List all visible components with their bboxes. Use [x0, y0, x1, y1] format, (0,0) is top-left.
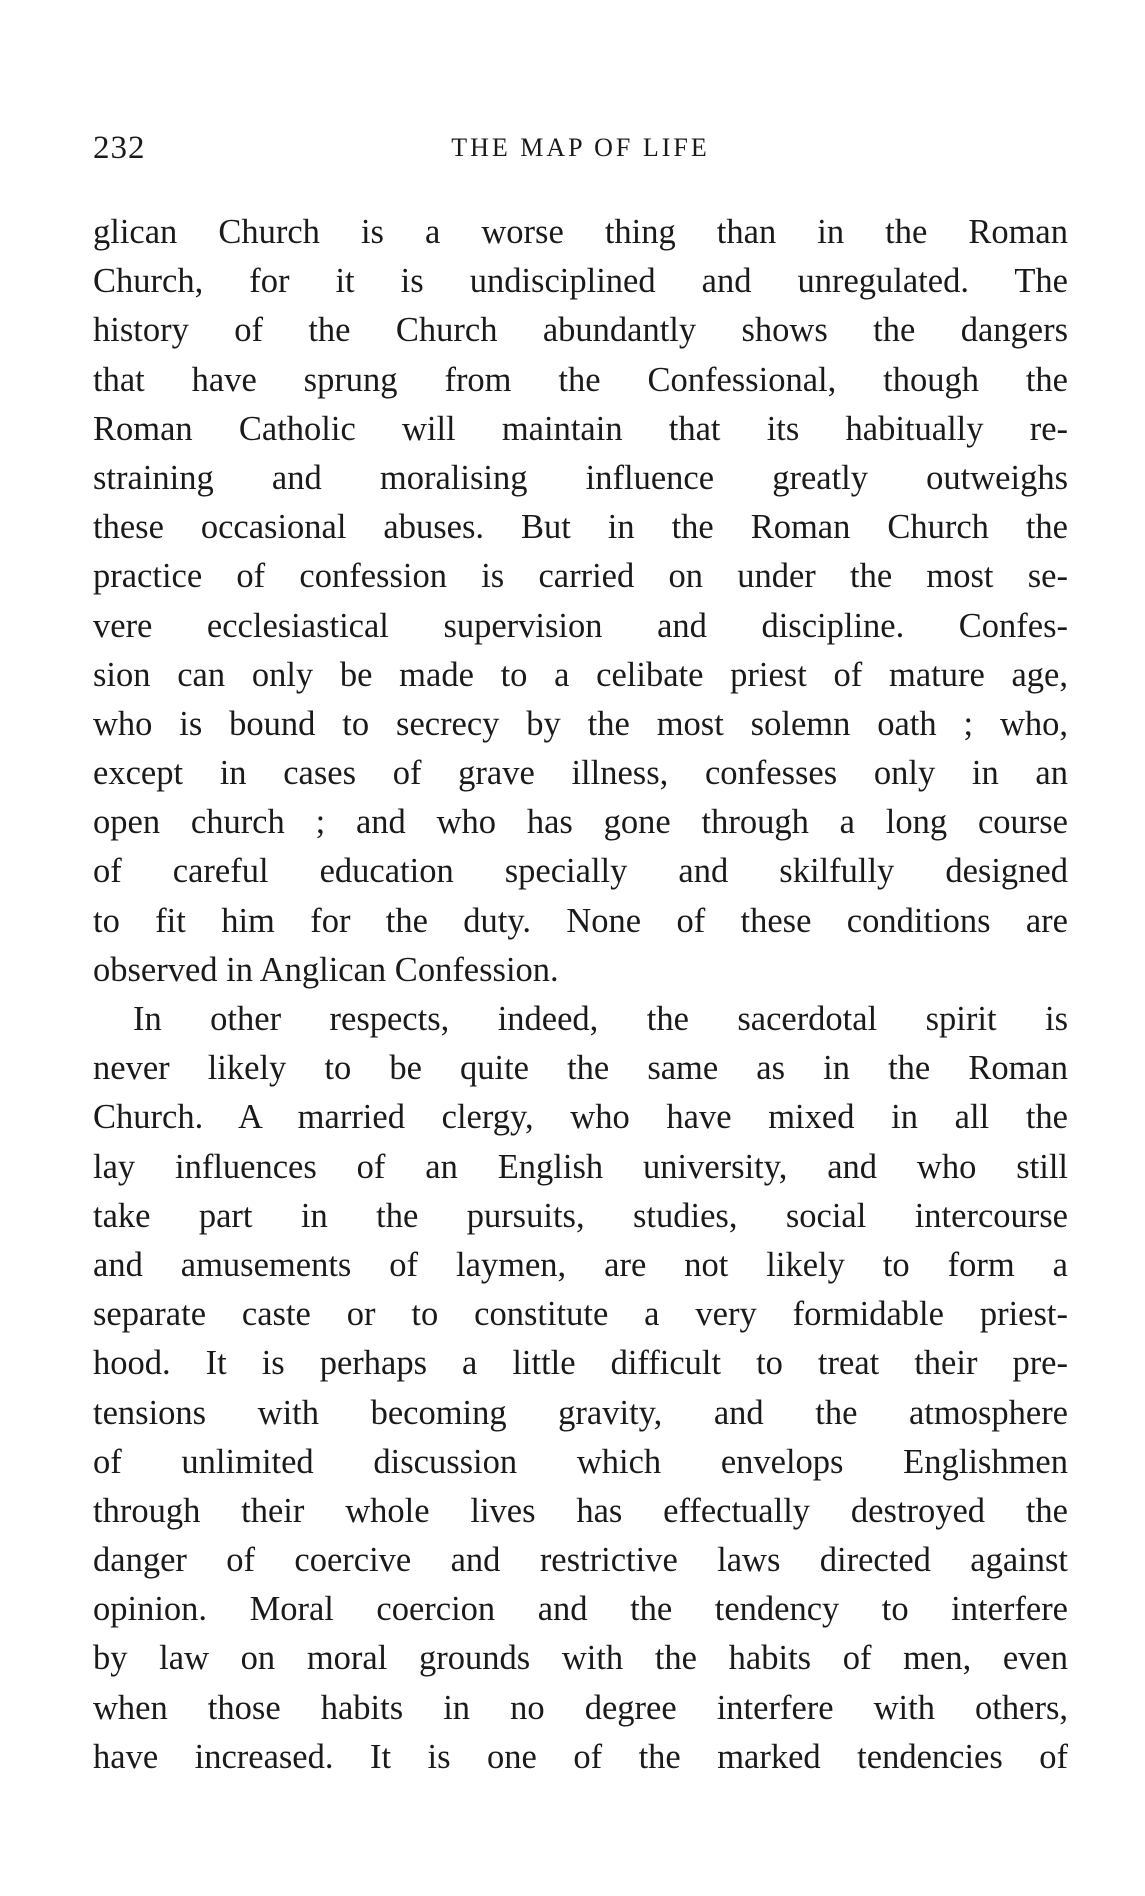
text-line: history of the Church abundantly shows the dangers [93, 311, 1068, 350]
text-line: who is bound to secrecy by the most solemn oath ; who, [93, 704, 1068, 743]
text-line: have increased. It is one of the marked tendencies of [93, 1737, 1068, 1776]
running-title: THE MAP OF LIFE [451, 133, 710, 162]
text-line: danger of coercive and restrictive laws directed against [93, 1541, 1068, 1580]
text-line: hood. It is perhaps a little difficult to treat their pre- [93, 1344, 1068, 1383]
text-line: straining and moralising influence greatly outweighs [93, 458, 1068, 497]
text-line: that have sprung from the Confessional, though the [93, 360, 1068, 399]
text-line: take part in the pursuits, studies, social intercourse [93, 1196, 1068, 1235]
text-line: Roman Catholic will maintain that its habitually re- [93, 409, 1068, 448]
text-line: lay influences of an English university, and who still [93, 1147, 1068, 1186]
text-line: practice of confession is carried on under the most se- [93, 557, 1068, 596]
text-line: of unlimited discussion which envelops Englishmen [93, 1442, 1068, 1481]
text-line: Church, for it is undisciplined and unregulated. The [93, 262, 1068, 301]
text-line: never likely to be quite the same as in the Roman [93, 1049, 1068, 1088]
paragraph-2 [93, 995, 1068, 1782]
text-line: when those habits in no degree interfere with others, [93, 1688, 1068, 1727]
page-number: 232 [93, 130, 146, 166]
text-line: opinion. Moral coercion and the tendency to interfere [93, 1590, 1068, 1629]
paragraph-1 [93, 208, 1068, 995]
text-line: Church. A married clergy, who have mixed in all the [93, 1098, 1068, 1137]
body-text [93, 208, 1068, 1782]
text-line: vere ecclesiastical supervision and discipline. Confes- [93, 606, 1068, 645]
text-line: separate caste or to constitute a very formidable priest- [93, 1295, 1068, 1334]
text-line: open church ; and who has gone through a long course [93, 803, 1068, 842]
text-line: except in cases of grave illness, confesses only in an [93, 754, 1068, 793]
text-line: these occasional abuses. But in the Roman Church the [93, 508, 1068, 547]
text-line: In other respects, indeed, the sacerdotal spirit is [133, 1000, 1068, 1038]
text-line: through their whole lives has effectually destroyed the [93, 1491, 1068, 1530]
page-header [93, 126, 1068, 170]
text-line: of careful education specially and skilfully designed [93, 852, 1068, 891]
text-line: and amusements of laymen, are not likely to form a [93, 1245, 1068, 1284]
text-line: tensions with becoming gravity, and the atmosphere [93, 1393, 1068, 1432]
text-line: sion can only be made to a celibate priest of mature age, [93, 655, 1068, 694]
text-line: observed in Anglican Confession. [93, 950, 559, 989]
text-line: glican Church is a worse thing than in the Roman [93, 213, 1068, 251]
text-line: by law on moral grounds with the habits of men, even [93, 1639, 1068, 1678]
text-line: to fit him for the duty. None of these conditions are [93, 901, 1068, 940]
